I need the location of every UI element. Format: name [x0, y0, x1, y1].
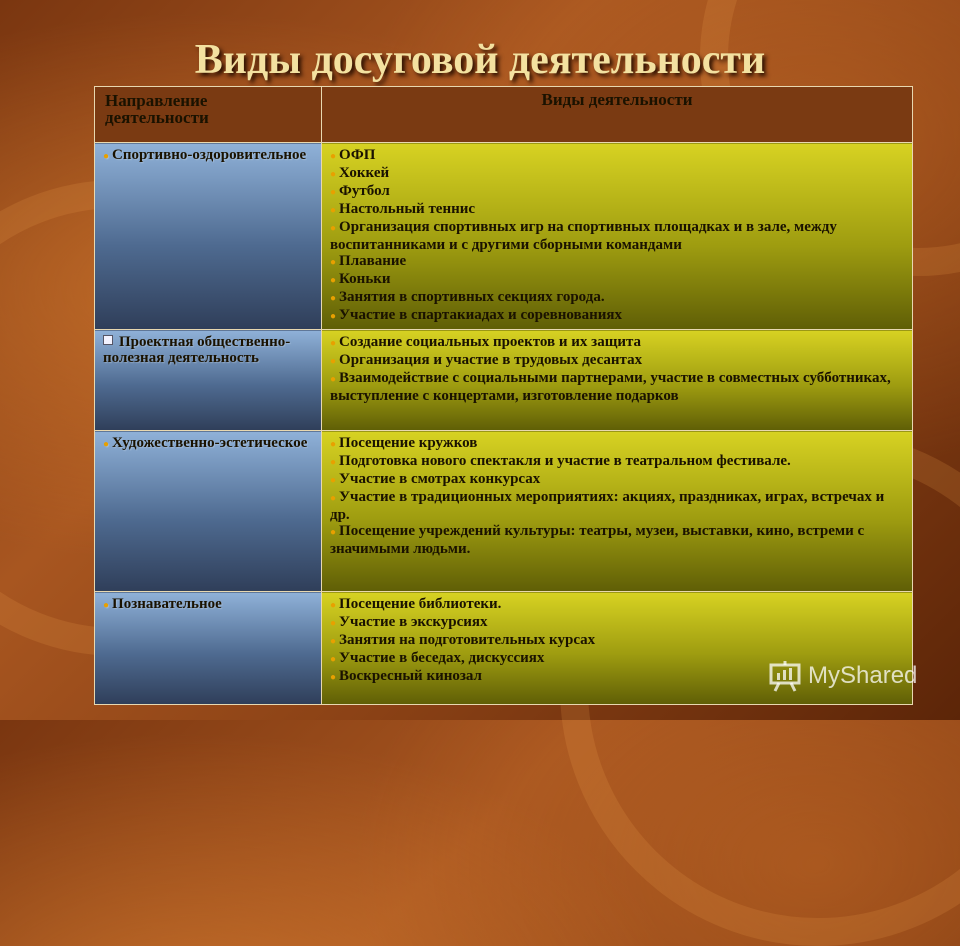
bullet-icon: ●	[103, 600, 110, 611]
slide-title: Виды досуговой деятельности	[194, 37, 766, 83]
activities-cell	[322, 431, 913, 592]
bullet-icon: ●	[330, 293, 337, 304]
bullet-icon: ●	[330, 275, 337, 286]
direction-art: Художественно-эстетическое	[112, 435, 308, 451]
square-bullet-icon	[103, 335, 113, 345]
list-item: ● Организация спортивных игр на спортивных площадках и в зале, между воспитанниками и с другими сборными командами	[330, 219, 837, 253]
bullet-icon: ●	[330, 439, 337, 450]
list-item: ● Подготовка нового спектакля и участие в театральном фестивале.	[330, 453, 791, 469]
activities-cell	[322, 143, 913, 330]
list-item: ● Участие в спартакиадах и соревнованиях	[330, 307, 622, 323]
list-item: ● Участие в экскурсиях	[330, 614, 488, 630]
bullet-icon: ●	[330, 493, 337, 504]
bullet-icon: ●	[330, 618, 337, 629]
list-item: ● Участие в беседах, дискуссиях	[330, 650, 545, 666]
list-item: ● Занятия в спортивных секциях города.	[330, 289, 605, 305]
list-item: ● Участие в смотрах конкурсах	[330, 471, 541, 487]
bullet-icon: ●	[330, 374, 337, 385]
bullet-icon: ●	[330, 187, 337, 198]
bullet-icon: ●	[330, 672, 337, 683]
list-item: ● ОФП	[330, 147, 376, 163]
direction-sport: Спортивно-оздоровительное	[112, 147, 307, 163]
header-activities: Виды деятельности	[322, 87, 913, 143]
activities-table	[94, 86, 913, 705]
table-row	[95, 431, 913, 592]
direction-cognitive: Познавательное	[112, 596, 222, 612]
bullet-icon: ●	[330, 654, 337, 665]
myshared-watermark	[768, 656, 917, 696]
direction-cell	[95, 592, 322, 705]
bullet-icon: ●	[330, 151, 337, 162]
bullet-icon: ●	[330, 636, 337, 647]
direction-cell	[95, 431, 322, 592]
header-direction: Направление деятельности	[95, 87, 322, 143]
bullet-icon: ●	[330, 527, 337, 538]
list-item: ● Футбол	[330, 183, 390, 199]
bullet-icon: ●	[330, 356, 337, 367]
bullet-icon: ●	[103, 151, 110, 162]
list-item: ● Воскресный кинозал	[330, 668, 482, 684]
list-item: ● Хоккей	[330, 165, 390, 181]
bullet-icon: ●	[330, 457, 337, 468]
list-item: ● Участие в традиционных мероприятиях: акциях, праздниках, играх, встречах и др.	[330, 489, 885, 523]
table-row	[95, 143, 913, 330]
list-item: ● Посещение кружков	[330, 435, 478, 451]
list-item: ● Настольный теннис	[330, 201, 476, 217]
bullet-icon: ●	[330, 600, 337, 611]
list-item: ● Посещение учреждений культуры: театры, музеи, выставки, кино, встреми с значимыми людьми.	[330, 523, 865, 557]
activities-cell	[322, 330, 913, 431]
direction-cell	[95, 330, 322, 431]
list-item: ● Коньки	[330, 271, 391, 287]
bullet-icon: ●	[330, 311, 337, 322]
list-item: ● Занятия на подготовительных курсах	[330, 632, 596, 648]
list-item: ● Посещение библиотеки.	[330, 596, 502, 612]
list-item: ● Взаимодействие с социальными партнерами, участие в совместных субботниках, выступление с концертами, изготовление подарков	[330, 370, 891, 404]
direction-project: Проектная общественно-полезная деятельность	[103, 334, 291, 366]
table-row	[95, 330, 913, 431]
list-item: ● Плавание	[330, 253, 407, 269]
presentation-board-icon	[768, 659, 802, 693]
bullet-icon: ●	[330, 169, 337, 180]
watermark-text: MyShared	[808, 662, 918, 689]
table-header-row	[95, 87, 913, 143]
bullet-icon: ●	[103, 439, 110, 450]
bullet-icon: ●	[330, 205, 337, 216]
list-item: ● Организация и участие в трудовых десантах	[330, 352, 643, 368]
bullet-icon: ●	[330, 223, 337, 234]
bullet-icon: ●	[330, 257, 337, 268]
direction-cell	[95, 143, 322, 330]
bullet-icon: ●	[330, 475, 337, 486]
list-item: ● Создание социальных проектов и их защита	[330, 334, 642, 350]
bullet-icon: ●	[330, 338, 337, 349]
